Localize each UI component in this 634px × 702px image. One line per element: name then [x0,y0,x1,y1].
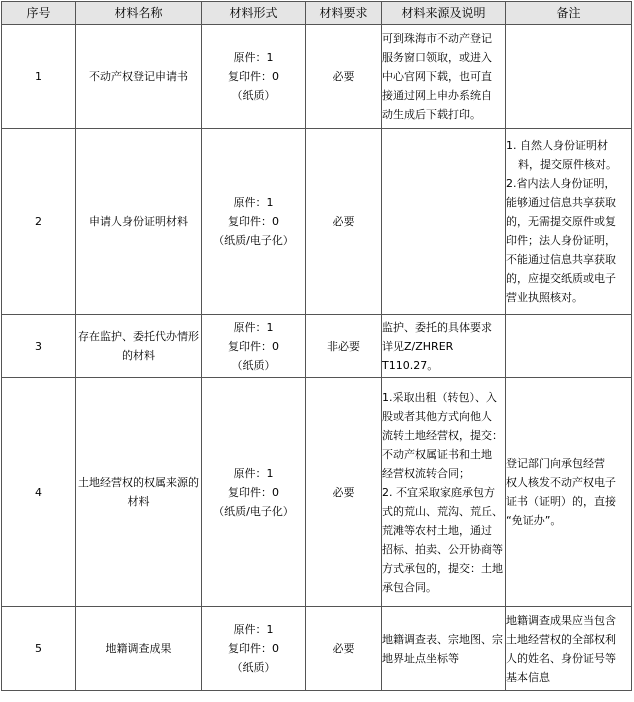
header-name: 材料名称 [76,2,202,25]
cell-form: 原件：1 复印件：0 （纸质/电子化） [202,378,306,607]
cell-no: 5 [2,607,76,691]
cell-requirement: 非必要 [306,315,382,378]
cell-source [382,129,506,315]
cell-requirement: 必要 [306,378,382,607]
header-form: 材料形式 [202,2,306,25]
cell-remark [506,25,632,129]
cell-remark: 地籍调查成果应当包含 土地经营权的全部权利 人的姓名、身份证号等 基本信息 [506,607,632,691]
cell-name: 土地经营权的权属来源的 材料 [76,378,202,607]
cell-no: 3 [2,315,76,378]
cell-name: 申请人身份证明材料 [76,129,202,315]
materials-table [1,1,632,691]
cell-remark: 1. 自然人身份证明材 料，提交原件核对。 2.省内法人身份证明， 能够通过信息共享获取 的，无需提交原件或复 印件；法人身份证明， 不能通过信息共享获取 的，应提交纸质或电子 营业执照核对。 [506,129,632,315]
cell-form: 原件：1 复印件：0 （纸质） [202,25,306,129]
cell-requirement: 必要 [306,607,382,691]
cell-no: 4 [2,378,76,607]
cell-source: 地籍调查表、宗地图、宗 地界址点坐标等 [382,607,506,691]
table-row [2,315,632,378]
cell-no: 1 [2,25,76,129]
cell-source: 1.采取出租（转包）、入 股或者其他方式向他人 流转土地经营权，提交： 不动产权属证书和土地 经营权流转合同； 2. 不宜采取家庭承包方 式的荒山、荒沟、荒丘、 荒滩等农村土地，通过 招标、拍卖、公开协商等 方式承包的，提交：土地 承包合同。 [382,378,506,607]
cell-requirement: 必要 [306,129,382,315]
cell-name: 存在监护、委托代办情形 的材料 [76,315,202,378]
header-remark: 备注 [506,2,632,25]
cell-source: 监护、委托的具体要求 详见Z/ZHRER T110.27。 [382,315,506,378]
cell-name: 不动产权登记申请书 [76,25,202,129]
table-row [2,129,632,315]
cell-requirement: 必要 [306,25,382,129]
cell-form: 原件：1 复印件：0 （纸质） [202,607,306,691]
cell-form: 原件：1 复印件：0 （纸质/电子化） [202,129,306,315]
cell-remark: 登记部门向承包经营 权人核发不动产权电子 证书（证明）的，直接 “免证办”。 [506,378,632,607]
cell-form: 原件：1 复印件：0 （纸质） [202,315,306,378]
cell-no: 2 [2,129,76,315]
header-source: 材料来源及说明 [382,2,506,25]
header-no: 序号 [2,2,76,25]
table-row [2,378,632,607]
header-requirement: 材料要求 [306,2,382,25]
header-row [2,2,632,25]
table-row [2,607,632,691]
cell-source: 可到珠海市不动产登记 服务窗口领取，或进入 中心官网下载，也可直 接通过网上申办系统自 动生成后下载打印。 [382,25,506,129]
cell-name: 地籍调查成果 [76,607,202,691]
table-row [2,25,632,129]
cell-remark [506,315,632,378]
